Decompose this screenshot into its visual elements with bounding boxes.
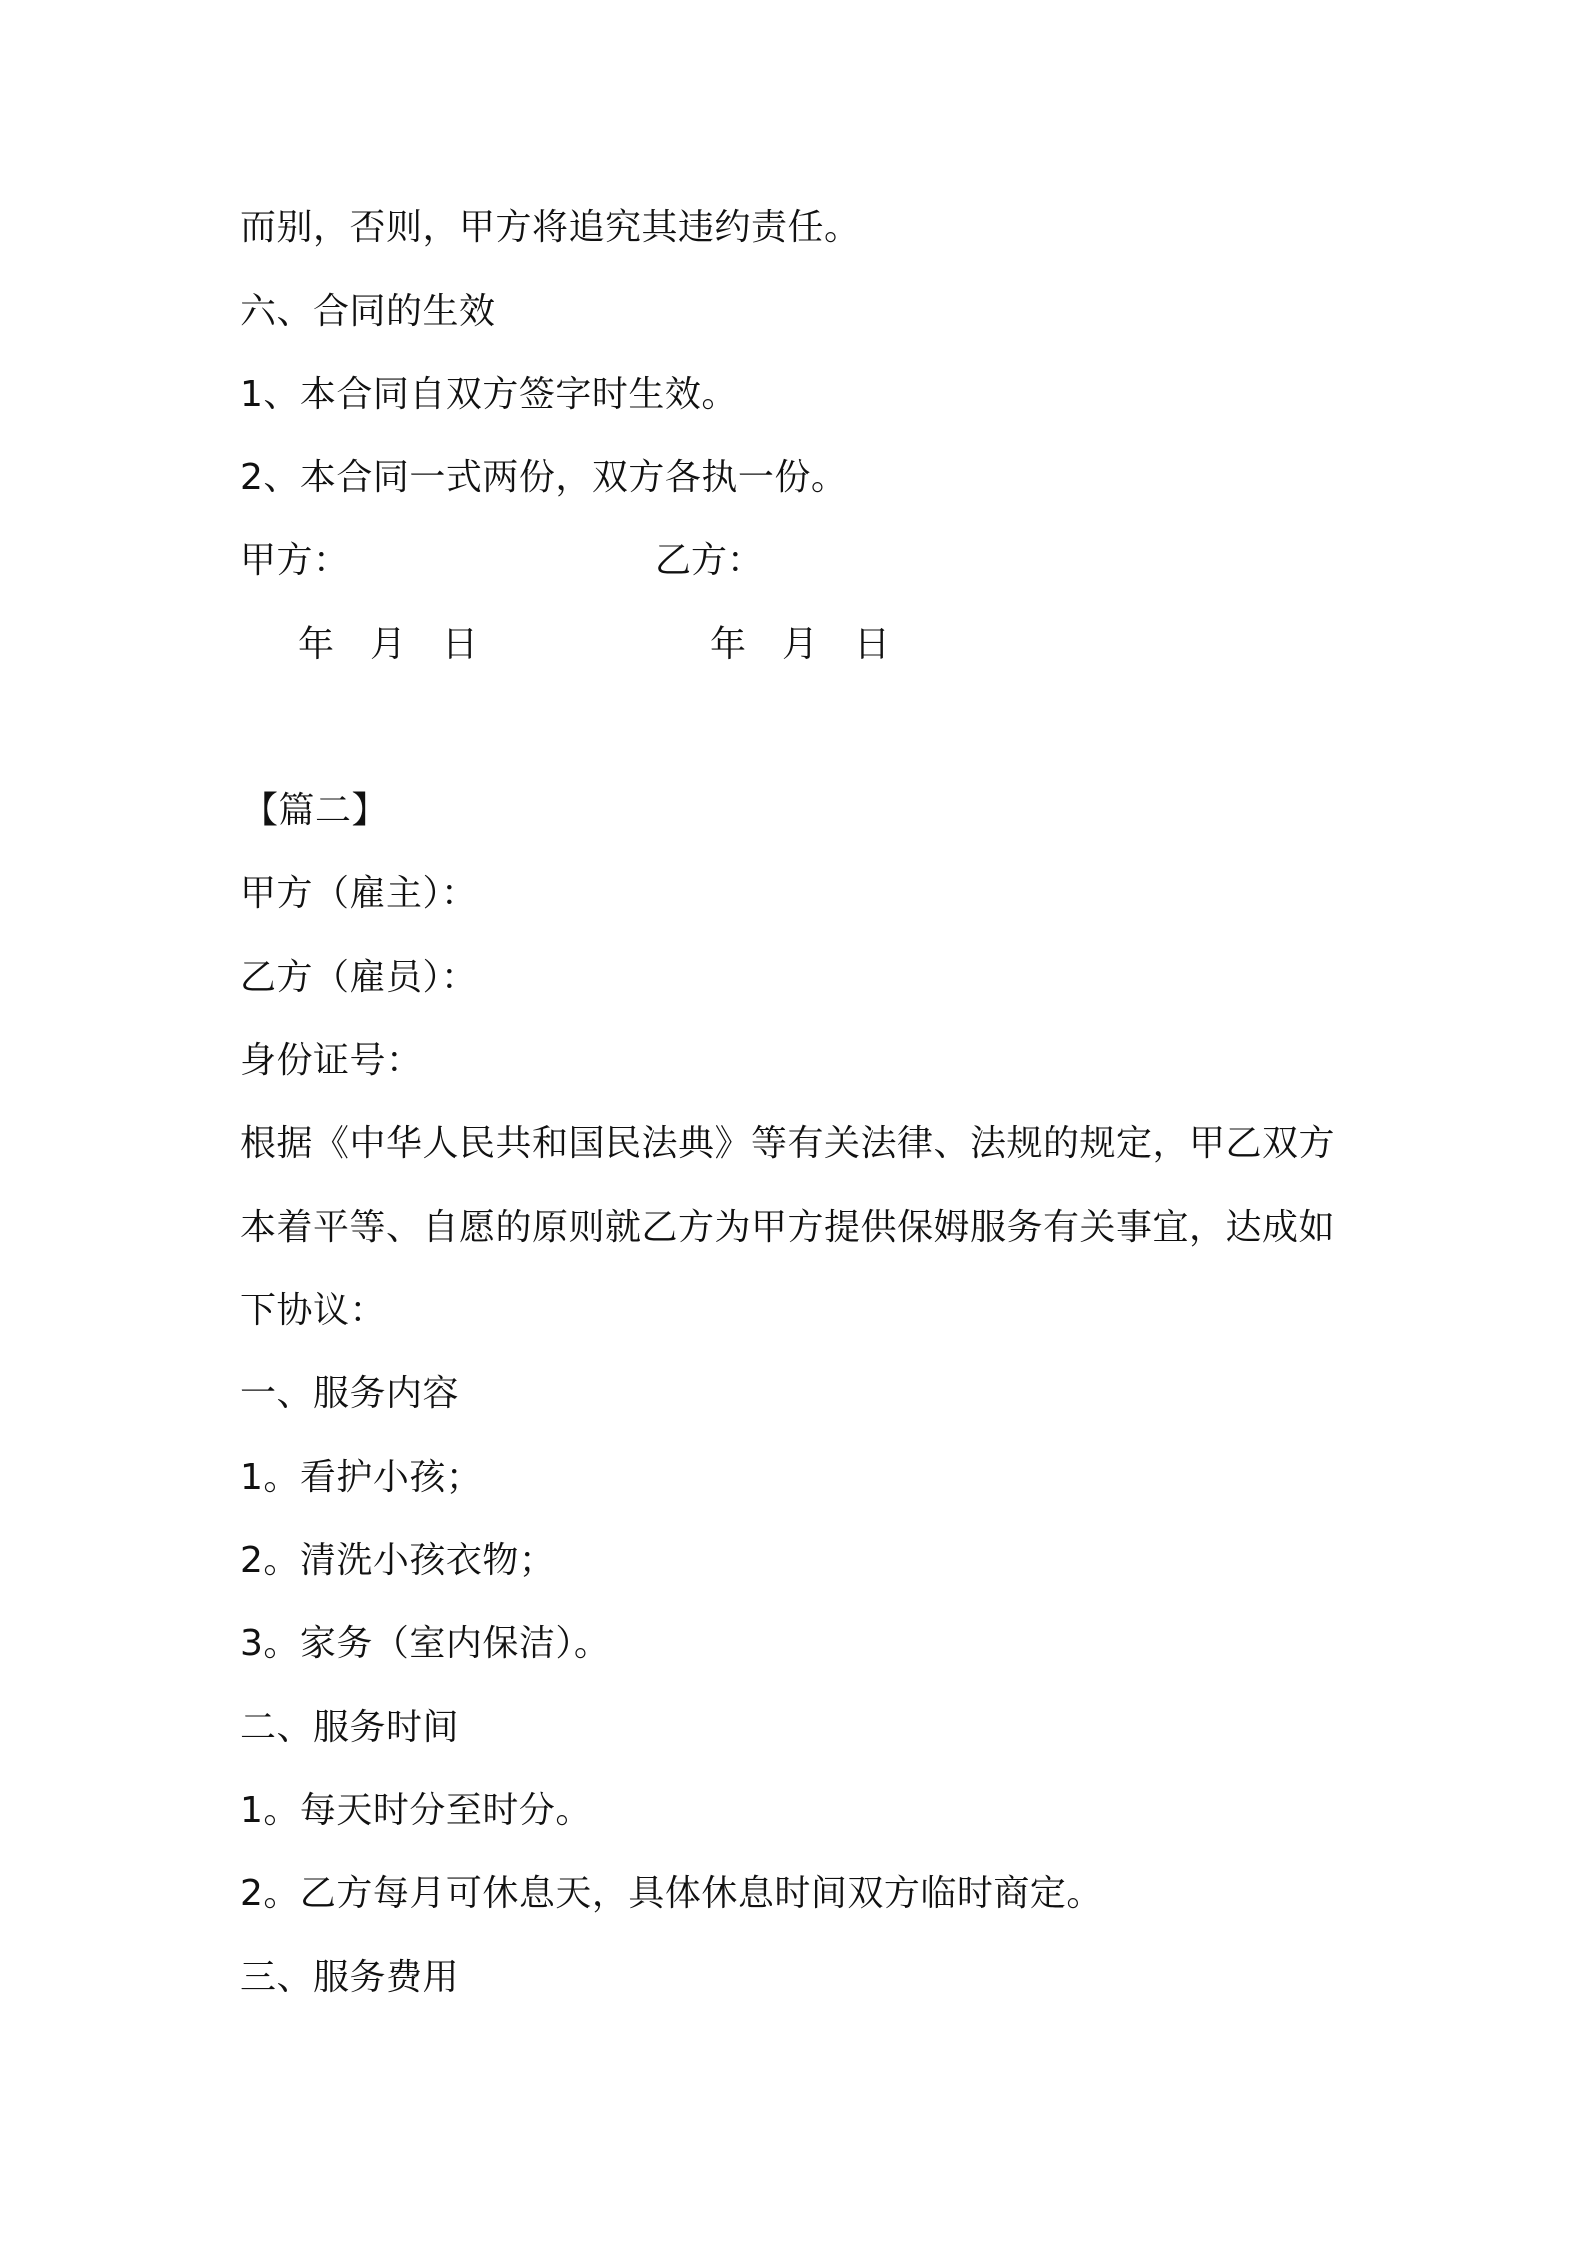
clause-item: 3。家务（室内保洁）。: [240, 1623, 611, 1664]
party-a-signature-label: 甲方：: [240, 540, 350, 581]
clause-item: 1。每天时分至时分。: [240, 1790, 592, 1831]
clause-item: 1、本合同自双方签字时生效。: [240, 374, 738, 415]
section-heading: 一、服务内容: [240, 1373, 460, 1414]
paragraph-line: 而别，否则，甲方将追究其违约责任。: [240, 207, 861, 248]
section-heading: 三、服务费用: [240, 1957, 460, 1998]
clause-item: 2。清洗小孩衣物；: [240, 1540, 556, 1581]
party-a-line: 甲方（雇主）：: [240, 873, 478, 914]
date-year-label: 年: [298, 624, 335, 665]
party-b-date: [710, 623, 890, 667]
date-month-label: 月: [370, 624, 407, 665]
date-day-label: 日: [854, 624, 891, 665]
section-heading: 六、合同的生效: [240, 291, 496, 332]
preamble-line: 本着平等、自愿的原则就乙方为甲方提供保姆服务有关事宜，达成如: [240, 1207, 1336, 1248]
date-month-label: 月: [782, 624, 819, 665]
party-a-date: [298, 623, 478, 667]
preamble-line: 根据《中华人民共和国民法典》等有关法律、法规的规定，甲乙双方: [240, 1123, 1336, 1164]
date-day-label: 日: [442, 624, 479, 665]
section-heading: 二、服务时间: [240, 1707, 460, 1748]
id-number-line: 身份证号：: [240, 1040, 423, 1081]
clause-item: 2。乙方每月可休息天，具体休息时间双方临时商定。: [240, 1873, 1103, 1914]
clause-item: 1。看护小孩；: [240, 1457, 483, 1498]
party-b-signature-label: 乙方：: [655, 540, 764, 581]
section-title: 【篇二】: [242, 790, 389, 831]
date-year-label: 年: [710, 624, 747, 665]
party-b-line: 乙方（雇员）：: [240, 957, 478, 998]
clause-item: 2、本合同一式两份，双方各执一份。: [240, 457, 848, 498]
preamble-line: 下协议：: [240, 1290, 387, 1331]
